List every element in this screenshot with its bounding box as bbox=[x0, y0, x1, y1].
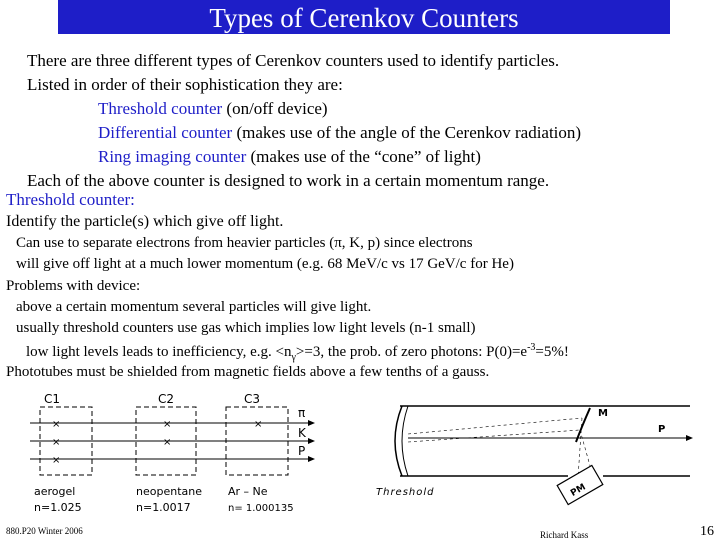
medium-name-1: aerogel bbox=[34, 485, 76, 498]
hit-mark: × bbox=[254, 419, 263, 430]
hit-mark: × bbox=[52, 455, 61, 466]
particle-beam bbox=[408, 424, 693, 441]
particle-label-k: K bbox=[298, 426, 306, 440]
threshold-array-figure bbox=[28, 385, 318, 520]
medium-name-2: neopentane bbox=[136, 485, 202, 498]
mirror-label: M bbox=[598, 408, 608, 419]
particle-track-k bbox=[30, 437, 315, 448]
body-line-2: Can use to separate electrons from heavier particles (π, K, p) since electrons bbox=[16, 235, 473, 251]
range-line: Each of the above counter is designed to work in a certain momentum range. bbox=[27, 171, 550, 190]
medium-index-3: n= 1.000135 bbox=[228, 503, 294, 514]
medium-index-2: n=1.0017 bbox=[136, 501, 191, 514]
type-name: Threshold counter bbox=[98, 99, 223, 118]
medium-index-1: n=1.025 bbox=[34, 501, 82, 514]
figure-caption: Threshold bbox=[376, 487, 435, 498]
counter-box-c3 bbox=[226, 392, 288, 475]
body-line-5: above a certain momentum several particles will give light. bbox=[16, 299, 372, 315]
type-desc: (on/off device) bbox=[222, 99, 328, 118]
particle-track-p bbox=[30, 455, 315, 466]
counter-box-c1 bbox=[40, 392, 92, 475]
body-line-4: Problems with device: bbox=[6, 278, 141, 294]
title-bar bbox=[58, 0, 670, 34]
particle-label-pi: π bbox=[298, 406, 306, 420]
footer-course: 880.P20 Winter 2006 bbox=[6, 526, 83, 536]
body-line-1: Identify the particle(s) which give off light. bbox=[6, 213, 284, 230]
vessel bbox=[395, 406, 690, 476]
particle-track-pi bbox=[30, 419, 315, 430]
type-name: Ring imaging counter bbox=[98, 147, 247, 166]
slide-title: Types of Cerenkov Counters bbox=[209, 3, 519, 33]
threshold-heading: Threshold counter: bbox=[6, 190, 135, 209]
box-label: C3 bbox=[244, 392, 261, 406]
page-number: 16 bbox=[700, 524, 714, 539]
hit-mark: × bbox=[163, 437, 172, 448]
box-label: C2 bbox=[158, 392, 175, 406]
type-desc: (makes use of the “cone” of light) bbox=[246, 147, 481, 166]
medium-name-3: Ar – Ne bbox=[228, 485, 268, 498]
gamma-subscript: γ bbox=[291, 352, 296, 363]
body-line-8: Phototubes must be shielded from magnetic fields above a few tenths of a gauss. bbox=[6, 364, 490, 380]
type-name: Differential counter bbox=[98, 123, 233, 142]
intro-line-2: Listed in order of their sophistication they are: bbox=[27, 75, 343, 94]
photomultiplier bbox=[557, 465, 603, 504]
body-line-3: will give off light at a much lower momentum (e.g. 68 MeV/c vs 17 GeV/c for He) bbox=[16, 256, 514, 272]
particle-label-p: P bbox=[298, 444, 306, 458]
intro-line-1: There are three different types of Cerenkov counters used to identify particles. bbox=[27, 51, 560, 70]
beam-label: P bbox=[658, 424, 666, 435]
exponent-superscript: -3 bbox=[527, 342, 536, 353]
line7-part-a: low light levels leads to inefficiency, e.g. <n bbox=[26, 344, 292, 360]
hit-mark: × bbox=[52, 419, 61, 430]
threshold-counter-figure bbox=[368, 396, 698, 506]
type-desc: (makes use of the angle of the Cerenkov radiation) bbox=[232, 123, 582, 142]
type-ring-imaging bbox=[98, 147, 481, 167]
line7-part-c: =5%! bbox=[535, 344, 569, 360]
pm-label: PM bbox=[569, 482, 588, 499]
line7-part-b: >=3, the prob. of zero photons: P(0)=e bbox=[295, 344, 528, 360]
footer-author: Richard Kass bbox=[540, 530, 589, 540]
body-line-7 bbox=[26, 342, 569, 363]
hit-mark: × bbox=[163, 419, 172, 430]
hit-mark: × bbox=[52, 437, 61, 448]
box-label: C1 bbox=[44, 392, 61, 406]
counter-box-c2 bbox=[136, 392, 196, 475]
light-rays bbox=[408, 418, 594, 480]
type-threshold bbox=[98, 99, 328, 119]
body-line-6: usually threshold counters use gas which implies low light levels (n-1 small) bbox=[16, 320, 476, 336]
type-differential bbox=[98, 123, 581, 143]
